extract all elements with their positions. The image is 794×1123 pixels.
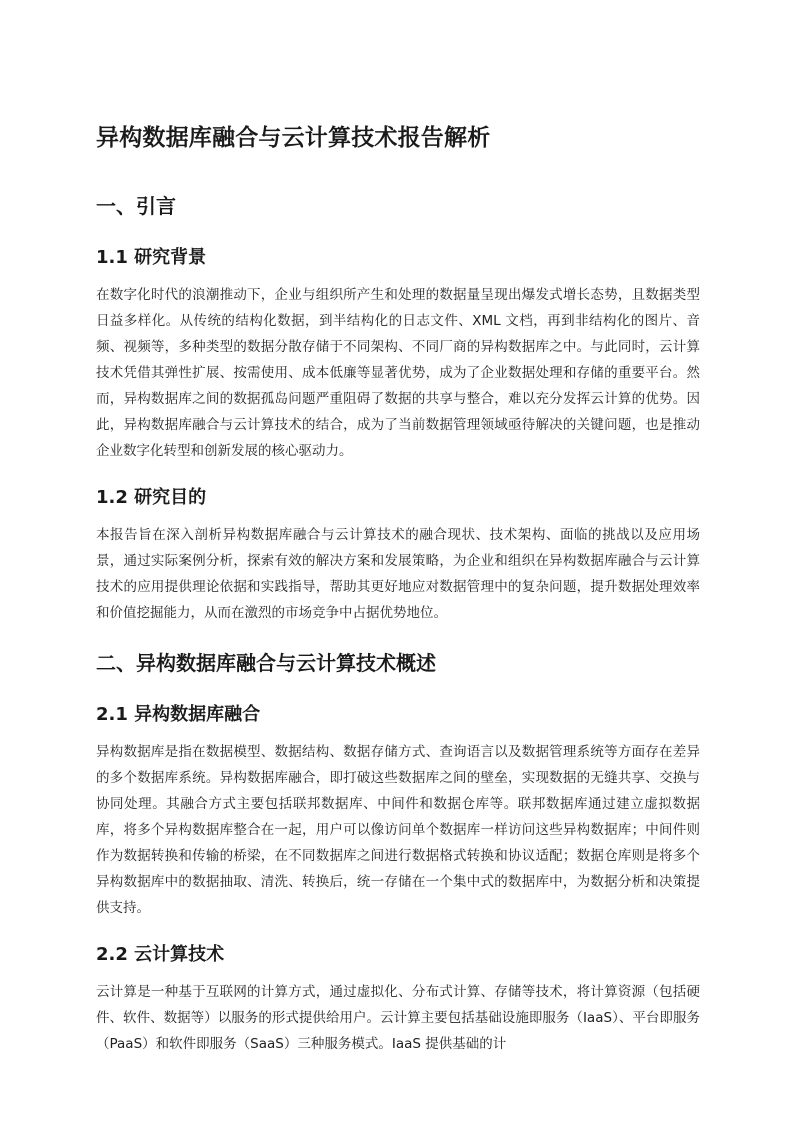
- paragraph-purpose: 本报告旨在深入剖析异构数据库融合与云计算技术的融合现状、技术架构、面临的挑战以及应用场景，通过实际案例分析，探索有效的解决方案和发展策略，为企业和组织在异构数据库融合与云计算技术的应用提供理论依据和实践指导，帮助其更好地应对数据管理中的复杂问题，提升数据处理效率和价值挖掘能力，从而在激烈的市场竞争中占据优势地位。: [96, 527, 700, 621]
- paragraph-heterogeneous-db: 异构数据库是指在数据模型、数据结构、数据存储方式、查询语言以及数据管理系统等方面存在差异的多个数据库系统。异构数据库融合，即打破这些数据库之间的壁垒，实现数据的无缝共享、交换与协同处理。其融合方式主要包括联邦数据库、中间件和数据仓库等。联邦数据库通过建立虚拟数据库，将多个异构数据库整合在一起，用户可以像访问单个数据库一样访问这些异构数据库；中间件则作为数据转换和传输的桥梁，在不同数据库之间进行数据格式转换和协议适配；数据仓库则是将多个异构数据库中的数据抽取、清洗、转换后，统一存储在一个集中式的数据库中，为数据分析和决策提供支持。: [96, 744, 700, 916]
- document-content: [96, 118, 700, 1076]
- paragraph-background: 在数字化时代的浪潮推动下，企业与组织所产生和处理的数据量呈现出爆发式增长态势，且数据类型日益多样化。从传统的结构化数据，到半结构化的日志文件、XML 文档，再到非结构化的图片、音频、视频等，多种类型的数据分散存储于不同架构、不同厂商的异构数据库之中。与此同时，云计算技术凭借其弹性扩展、按需使用、成本低廉等显著优势，成为了企业数据处理和存储的重要平台。然而，异构数据库之间的数据孤岛问题严重阻碍了数据的共享与整合，难以充分发挥云计算的优势。因此，异构数据库融合与云计算技术的结合，成为了当前数据管理领域亟待解决的关键问题，也是推动企业数字化转型和创新发展的核心驱动力。: [96, 287, 700, 459]
- subsection-heading-background: 1.1 研究背景: [96, 247, 207, 268]
- subsection-heading-purpose: 1.2 研究目的: [96, 487, 207, 508]
- subsection-heading-heterogeneous-db: 2.1 异构数据库融合: [96, 704, 261, 725]
- paragraph-cloud-computing: 云计算是一种基于互联网的计算方式，通过虚拟化、分布式计算、存储等技术，将计算资源（包括硬件、软件、数据等）以服务的形式提供给用户。云计算主要包括基础设施即服务（IaaS）、平台即服务（PaaS）和软件即服务（SaaS）三种服务模式。IaaS 提供基础的计: [96, 984, 700, 1052]
- section-heading-introduction: 一、引言: [96, 194, 176, 218]
- section-heading-overview: 二、异构数据库融合与云计算技术概述: [96, 651, 436, 675]
- document-title: 异构数据库融合与云计算技术报告解析: [96, 125, 491, 151]
- subsection-heading-cloud-computing: 2.2 云计算技术: [96, 944, 225, 965]
